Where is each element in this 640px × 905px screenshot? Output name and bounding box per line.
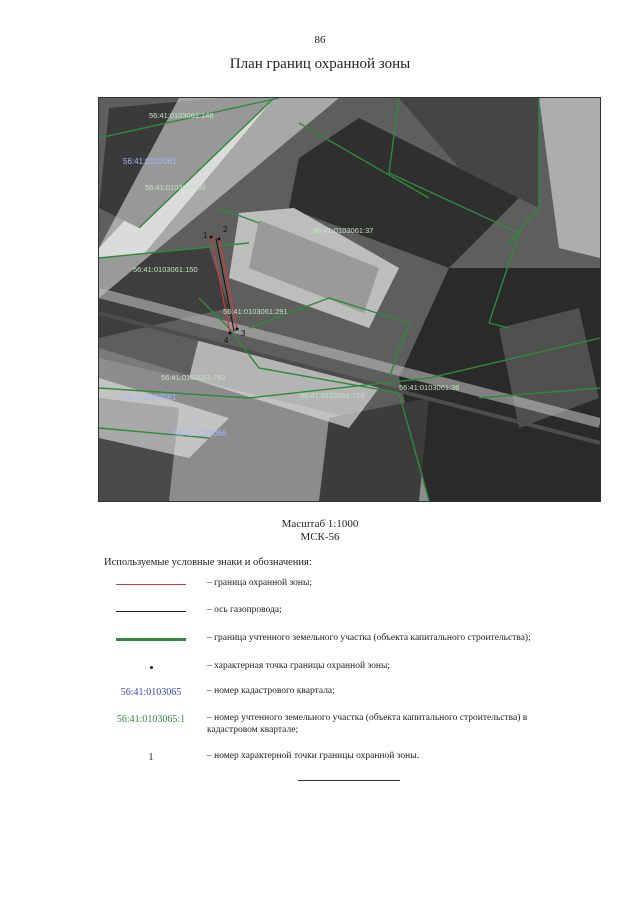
point-number-sample: 1 — [148, 751, 154, 763]
black-line-symbol — [116, 604, 186, 618]
legend-item-parcel-boundary — [0, 632, 640, 652]
scale-block — [0, 518, 640, 544]
aerial-map — [98, 97, 601, 502]
point-label-2: 2 — [223, 225, 228, 234]
page-title: План границ охранной зоны — [229, 56, 411, 72]
quarter-number-sample: 56:41:0103065 — [120, 686, 182, 698]
quarter-label: 56:41:0103061 — [123, 393, 177, 402]
parcel-label: 56:41:0103061:37 — [313, 226, 374, 235]
legend-item-boundary-point — [0, 660, 640, 680]
parcel-label: 56:41:0103061:148 — [149, 111, 214, 120]
red-line-symbol — [116, 577, 186, 591]
legend-text: – номер кадастрового квартала; — [207, 686, 335, 696]
boundary-point-4 — [229, 332, 232, 335]
point-label-4: 4 — [224, 336, 229, 345]
boundary-point-3 — [236, 328, 239, 331]
scale-label: Масштаб 1:1000 — [281, 518, 359, 530]
legend-item-point-number — [0, 750, 640, 770]
quarter-label: 56:41:0102061 — [123, 157, 177, 166]
boundary-point-2 — [218, 238, 221, 241]
page-number: 86 — [314, 34, 326, 46]
dot-symbol — [116, 660, 186, 674]
parcel-number-sample: 56:41:0103065:1 — [116, 713, 186, 725]
legend-text: – граница учтенного земельного участка (объекта капитального строительства); — [207, 633, 531, 643]
legend-text: – ось газопровода; — [207, 605, 282, 615]
green-line-symbol — [116, 632, 186, 646]
parcel-label: 56:41:0103061:36 — [399, 383, 460, 392]
point-label-3: 3 — [241, 329, 246, 338]
map-canvas — [99, 98, 600, 501]
legend-text: – характерная точка границы охранной зоны; — [207, 661, 390, 671]
legend-item-quarter-number — [0, 685, 640, 705]
legend-heading: Используемые условные знаки и обозначения: — [104, 557, 312, 568]
legend-text: – номер учтенного земельного участка (объекта капитального строительства) в кадастровом квартале; — [207, 713, 528, 735]
coordinate-system-label: МСК-56 — [300, 531, 340, 543]
parcel-label: 56:41:0102061:753 — [161, 373, 226, 382]
legend-text: – номер характерной точки границы охранной зоны. — [207, 751, 419, 761]
end-rule — [298, 780, 400, 781]
boundary-point-1 — [210, 236, 213, 239]
parcel-label: 56:41:0103061:59 — [145, 183, 206, 192]
parcel-label: 56:41:0103061:291 — [223, 307, 288, 316]
quarter-label: 56:41:0102066 — [173, 429, 227, 438]
parcel-label: 56:41:0102061:710 — [300, 391, 365, 400]
legend-item-gas-axis — [0, 604, 640, 624]
legend-item-zone-boundary — [0, 577, 640, 597]
legend-text: – граница охранной зоны; — [207, 578, 312, 588]
point-label-1: 1 — [203, 231, 208, 240]
legend-item-parcel-number — [0, 712, 640, 742]
parcel-label: 56:41:0103061:150 — [133, 265, 198, 274]
